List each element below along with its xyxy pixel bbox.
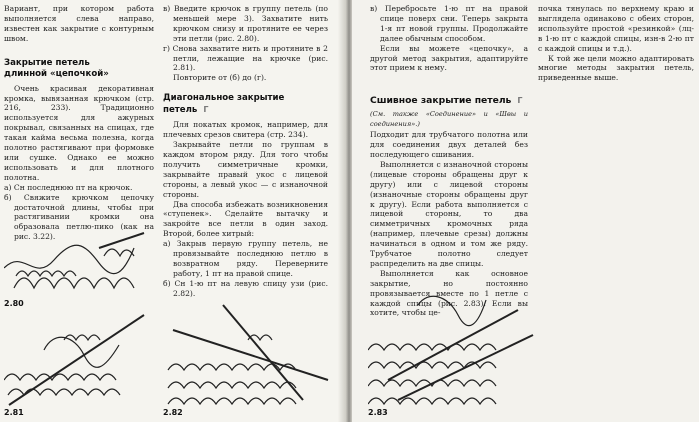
seam-p2: Выполняется с изнаночной стороны (лицевые стороны обращены друг к другу) или с лицевой стороны (изнаночные стороны обращены друг к другу). Если работа выполняется с лицевой стороны, то два симметричных кромочных ряда (например, плечевые срезы) должны начинаться в одном и том же ряду. Трубчатое полотно следует распределить на две спицы.: [370, 159, 528, 268]
figure-2-81-illustration: [4, 310, 156, 408]
intro-text: Вариант, при котором работа выполняется слева направо, известен как закрытие с контурным швом.: [4, 4, 154, 43]
figure-label-2-81: 2.81: [4, 408, 24, 417]
step-g: г) Снова захватите нить и протяните в 2 петли, лежащие на крючке (рис. 2.81).: [163, 43, 328, 73]
figure-label-2-80: 2.80: [4, 299, 24, 308]
figure-2-80-illustration: [4, 228, 156, 298]
section-title-long-chain-2: длинной «цепочкой»: [4, 68, 109, 79]
diagonal-step-b: б) Сн 1-ю пт на левую спицу узи (рис. 2.82).: [163, 278, 328, 298]
figure-2-83-illustration: [368, 290, 538, 408]
adapt-methods-text: К той же цели можно адаптировать многие методы закрытия петель, приведенные выше.: [538, 53, 694, 83]
section-title-long-chain-1: Закрытие петель: [4, 57, 90, 68]
seam-p3: Выполняется как основное закрытие, но постоянно провязывается вместе по 1 петле с каждой спицы (рис. 2.83). Если вы хотите, чтобы це-: [370, 268, 528, 318]
diagonal-p3: Два способа избежать возникновения «ступенек». Сделайте вытачку и закройте все петли в один заход. Второй, более хитрый:: [163, 199, 328, 239]
figure-label-2-82: 2.82: [163, 408, 183, 417]
left-col-1: [4, 4, 154, 242]
section-marker-icon: Г: [203, 105, 209, 115]
diagonal-p1: Для покатых кромок, например, для плечевых срезов свитера (стр. 234).: [163, 120, 328, 140]
right-col-2: [538, 4, 694, 83]
right-col-1: [370, 4, 528, 318]
long-chain-step-a: а) Сн последнюю пт на крючок.: [4, 182, 133, 192]
step-v-right: в) Перебросьте 1-ю пт на правой спице поверх сни. Теперь закрыта 1-я пт новой группы. Продолжайте далее обычным способом.: [370, 4, 528, 43]
section-title-diagonal: Диагональное закрытие петель Г: [163, 93, 285, 116]
long-chain-step-b: б) Свяжите крючком цепочку достаточной длины, чтобы при растягивании кромки она образовала петлю-пико (как на рис. 3.22).: [4, 192, 154, 242]
figure-label-2-83: 2.83: [368, 408, 388, 417]
step-v: в) Введите крючок в группу петель (по меньшей мере 3). Захватите нить крючком снизу и протяните ее через эти петли (рис. 2.80).: [163, 4, 328, 43]
figure-2-82-illustration: [163, 300, 333, 408]
section-marker-icon: Г: [517, 96, 523, 106]
long-chain-body: Очень красивая декоративная кромка, вывязанная крючком (стр. 216, 233). Традиционно используется для ажурных покрывал, связанных на спицах, где такая кайма весьма полезна, когда полотно растягивают при формовке или сушке. Однако ее можно использовать и для плотного полотна.: [4, 83, 154, 182]
left-col-2: [163, 4, 328, 299]
see-also-text: (См. также «Соединение» и «Швы и соединения».): [370, 110, 528, 129]
left-page: [0, 0, 345, 422]
seam-p1: Подходит для трубчатого полотна или для соединения двух деталей без последующего сшивания.: [370, 130, 528, 159]
chain-adapt-text: Если вы можете «цепочку», а другой метод закрытия, адаптируйте этот прием к нему.: [370, 43, 528, 73]
section-title-seam: Сшивное закрытие петель Г: [370, 95, 523, 107]
diagonal-step-a: а) Закрыв первую группу петель, не провязывайте последнюю петлю в возвратном ряду. Переверните работу, 1 пт на правой спице.: [163, 239, 328, 278]
repeat-text: Повторите от (б) до (г).: [173, 73, 267, 83]
diagonal-p2: Закрывайте петли по группам в каждом втором ряду. Для того чтобы получить симметричные кромки, закрывайте правый укос с лицевой стороны, а левый укос — с изнаночной стороны.: [163, 140, 328, 199]
right-page: [352, 0, 699, 422]
rib-text: почка тянулась по верхнему краю и выглядела одинаково с обеих сторон, используйте простой «резинкой» (лц-в 1-ю пт с каждой спицы, изн-в 2-ю пт с каждой спицы и т.д.).: [538, 4, 694, 53]
